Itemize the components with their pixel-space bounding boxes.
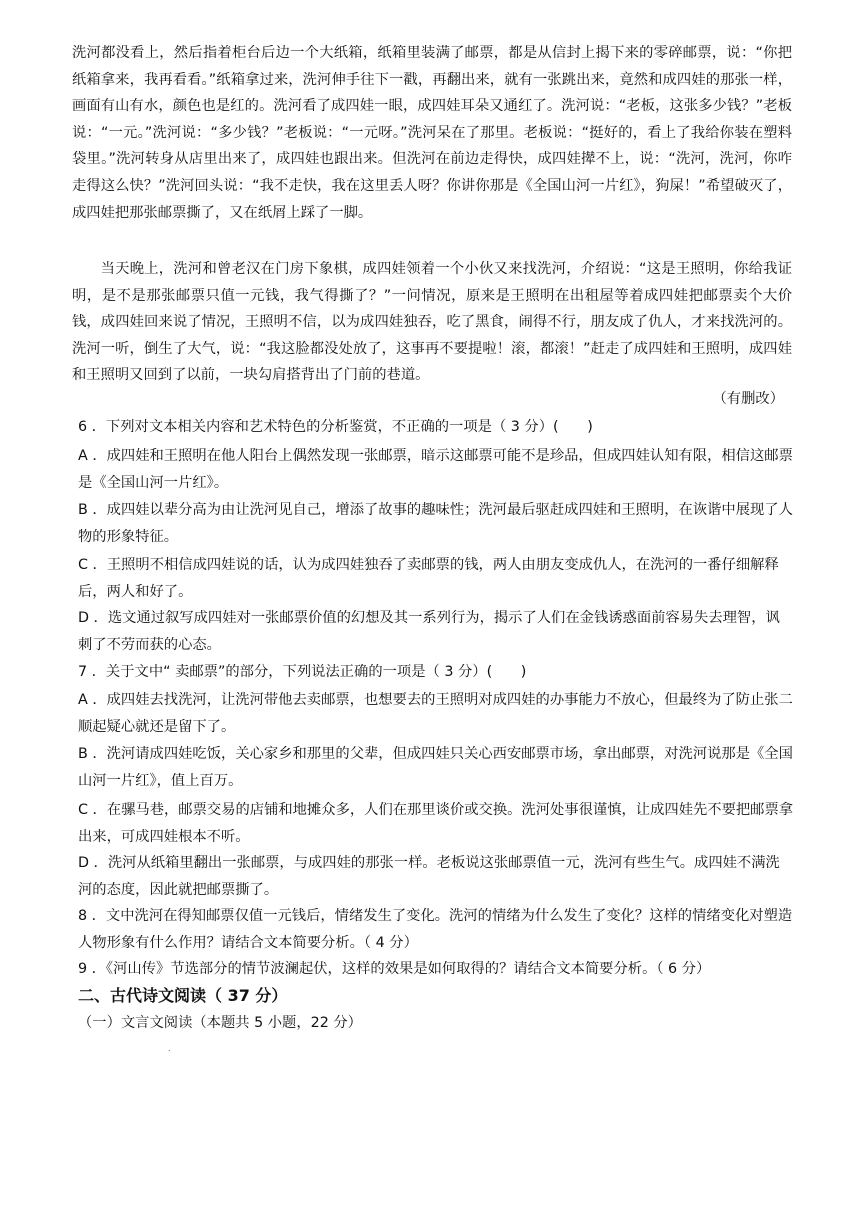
question-6-option-b: B ．成四娃以辈分高为由让洗河见自己，增添了故事的趣味性；洗河最后驱赶成四娃和王照明，在诙谐中展现了人物的形象特征。 <box>78 502 793 545</box>
story-paragraph-2-block <box>72 256 792 389</box>
section-2-subheading: （一）文言文阅读（本题共 5 小题，22 分） <box>78 1015 362 1031</box>
story-paragraph-1: 洗河都没看上，然后指着柜台后边一个大纸箱，纸箱里装满了邮票，都是从信封上揭下来的零碎邮票，说：“你把纸箱拿来，我再看看。”纸箱拿过来，洗河伸手往下一戳，再翻出来，就有一张跳出来，竟然和成四娃的那张一样，画面有山有水，颜色也是红的。洗河看了成四娃一眼，成四娃耳朵又通红了。洗河说：“老板，这张多少钱？”老板说：“一元。”洗河说：“多少钱？”老板说：“一元呀。”洗河呆在了那里。老板说：“挺好的，看上了我给你装在塑料袋里。”洗河转身从店里出来了，成四娃也跟出来。但洗河在前边走得快，成四娃撵不上，说：“洗河，洗河，你咋走得这么快？”洗河回头说：“我不走快，我在这里丢人呀？你讲你那是《全国山河一片红》，狗屎！”希望破灭了，成四娃把那张邮票撕了，又在纸屑上踩了一脚。 <box>72 45 792 221</box>
question-7-option-b: B ．洗河请成四娃吃饭，关心家乡和那里的父辈，但成四娃只关心西安邮票市场，拿出邮票，对洗河说那是《全国山河一片红》，值上百万。 <box>78 746 793 789</box>
question-8-stem: 8 ．文中洗河在得知邮票仅值一元钱后，情绪发生了变化。洗河的情绪为什么发生了变化？这样的情绪变化对塑造人物形象有什么作用？请结合文本简要分析。（ 4 分） <box>78 908 793 951</box>
story-paragraph-1-block <box>72 40 792 226</box>
question-6-stem: 6 ．下列对文本相关内容和艺术特色的分析鉴赏，不正确的一项是（ 3 分）( ) <box>78 419 593 435</box>
section-2-heading: 二、古代诗文阅读（ 37 分） <box>78 986 288 1005</box>
question-9-stem: 9 ．《河山传》节选部分的情节波澜起伏，这样的效果是如何取得的？请结合文本简要分析。（ 6 分） <box>78 961 711 977</box>
stray-dot-mark: . <box>168 1044 171 1053</box>
question-7-option-c: C ．在骡马巷，邮票交易的店铺和地摊众多，人们在那里谈价或交换。洗河处事很谨慎，让成四娃先不要把邮票拿出来，可成四娃根本不听。 <box>78 802 794 845</box>
question-7-stem: 7 ．关于文中“ 卖邮票”的部分，下列说法正确的一项是（ 3 分）( ) <box>78 664 527 680</box>
story-paragraph-2: 当天晚上，洗河和曾老汉在门房下象棋，成四娃领着一个小伙又来找洗河，介绍说：“这是王照明，你给我证明，是不是那张邮票只值一元钱，我气得撕了？”一问情况，原来是王照明在出租屋等着成四娃把邮票卖个大价钱，成四娃回来说了情况，王照明不信，以为成四娃独吞，吃了黑食，闹得不行，朋友成了仇人，才来找洗河的。洗河一听，倒生了大气，说：“我这脸都没处放了，这事再不要提啦！滚，都滚！”赶走了成四娃和王照明，成四娃和王照明又回到了以前，一块勾肩搭背出了门前的巷道。 <box>72 261 792 384</box>
question-6-option-c: C ．王照明不相信成四娃说的话，认为成四娃独吞了卖邮票的钱，两人由朋友变成仇人，在洗河的一番仔细解释后，两人和好了。 <box>78 557 779 600</box>
question-7-option-d: D ．洗河从纸箱里翻出一张邮票，与成四娃的那张一样。老板说这张邮票值一元，洗河有些生气。成四娃不满洗河的态度，因此就把邮票撕了。 <box>78 855 780 898</box>
question-6-option-a: A ．成四娃和王照明在他人阳台上偶然发现一张邮票，暗示这邮票可能不是珍品，但成四娃认知有限，相信这邮票是《全国山河一片红》。 <box>78 448 793 491</box>
question-6-option-d: D ．选文通过叙写成四娃对一张邮票价值的幻想及其一系列行为，揭示了人们在金钱诱惑面前容易失去理智，讽刺了不劳而获的心态。 <box>78 610 780 653</box>
question-7-option-a: A ．成四娃去找洗河，让洗河带他去卖邮票，也想要去的王照明对成四娃的办事能力不放心，但最终为了防止张二顺起疑心就还是留下了。 <box>78 692 793 735</box>
source-note: （有删改） <box>712 391 784 407</box>
